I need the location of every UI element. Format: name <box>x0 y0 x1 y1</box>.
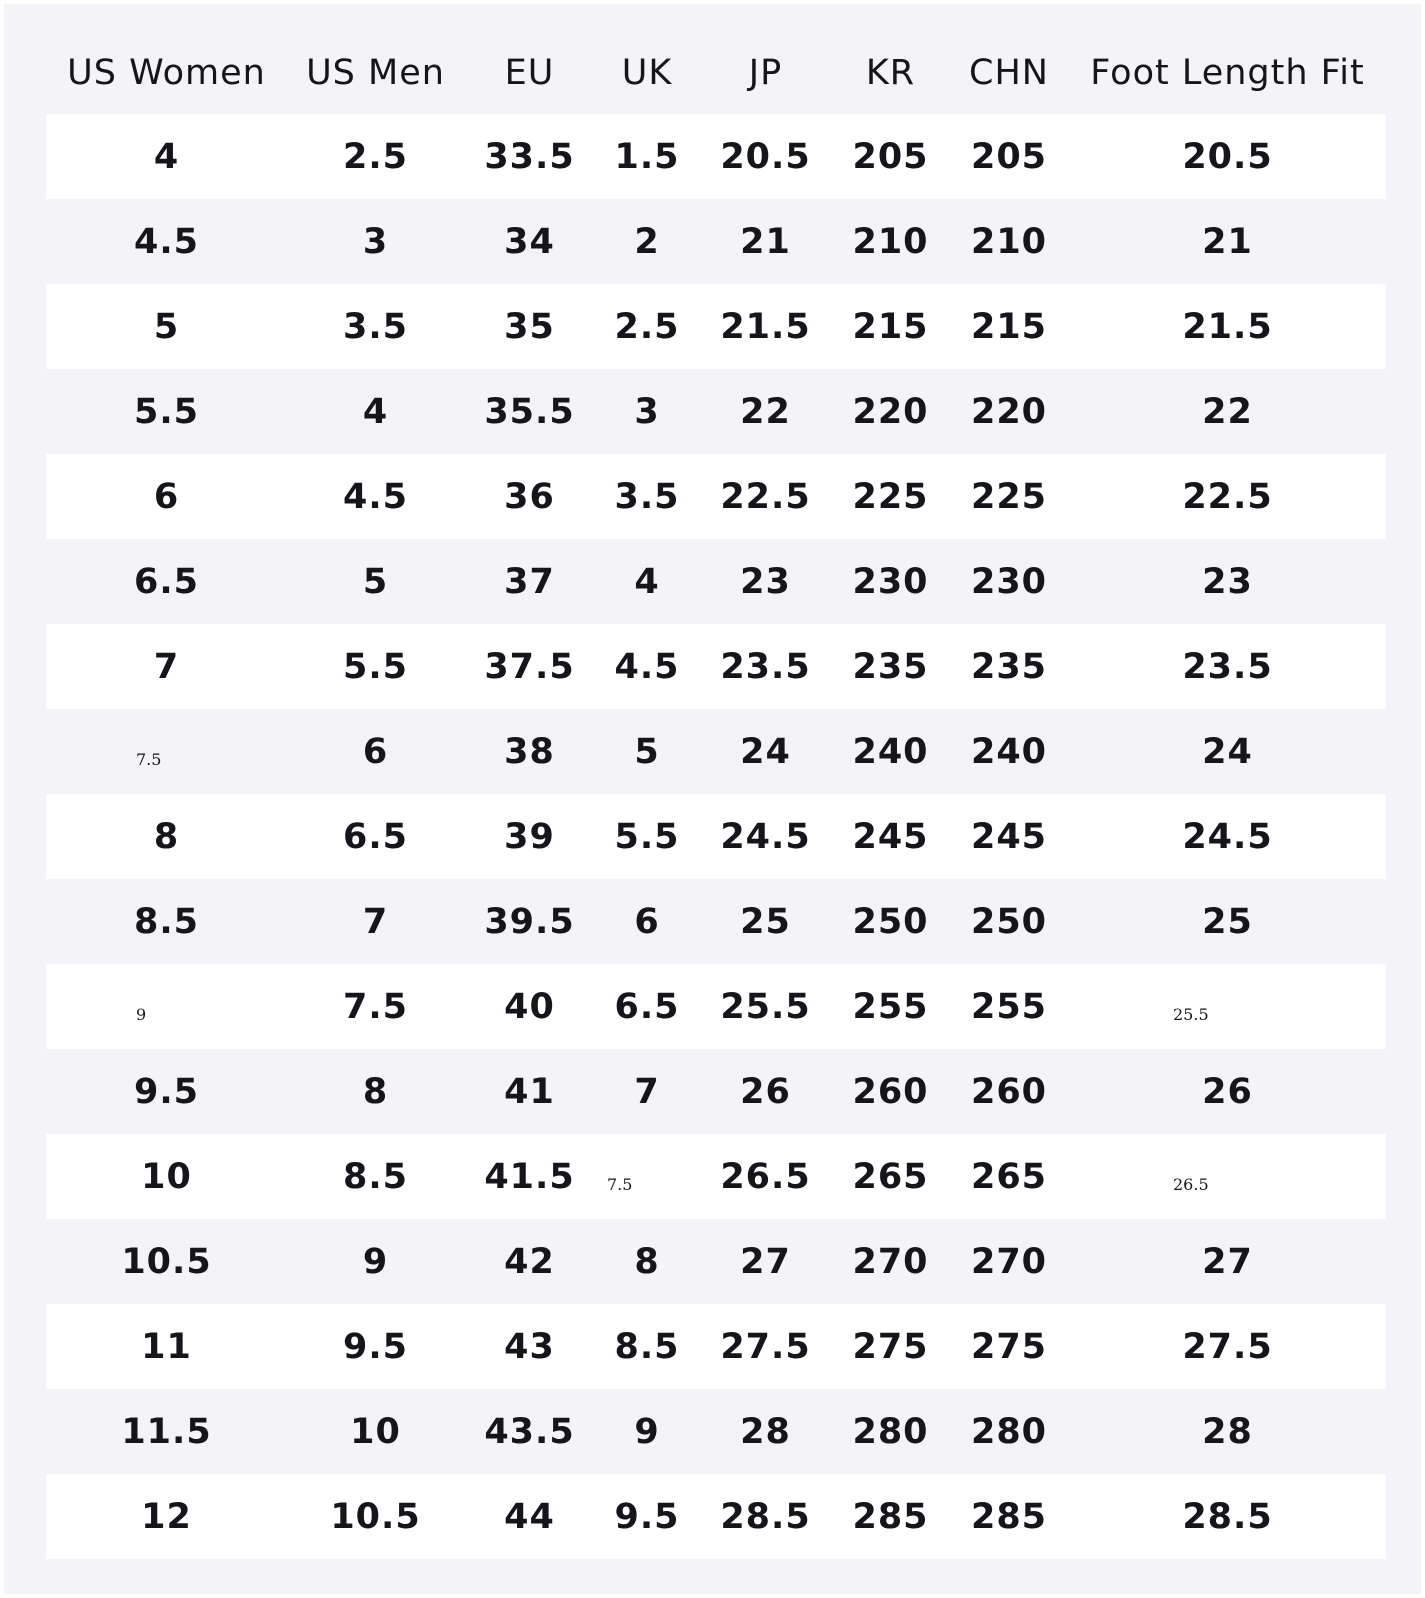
cell-jp: 21.5 <box>720 306 811 347</box>
cell-us-women: 6 <box>153 476 180 517</box>
cell-kr: 225 <box>852 476 929 517</box>
header-eu: EU <box>504 53 555 93</box>
cell-jp: 27 <box>740 1241 791 1282</box>
cell-uk: 6 <box>634 901 660 942</box>
table-row <box>46 794 1386 879</box>
cell-foot-length-fit: 22.5 <box>1182 476 1273 517</box>
cell-foot-length-fit: 28 <box>1202 1411 1253 1452</box>
cell-us-men: 9 <box>362 1241 389 1282</box>
cell-kr: 250 <box>852 901 929 942</box>
cell-us-men: 5.5 <box>342 646 408 687</box>
cell-jp: 26 <box>740 1071 791 1112</box>
table-row <box>46 1389 1386 1474</box>
cell-foot-length-fit: 25.5 <box>1173 1005 1209 1024</box>
cell-uk: 3.5 <box>614 476 680 517</box>
cell-us-men: 3 <box>362 221 389 262</box>
table-row <box>46 1219 1386 1304</box>
cell-uk: 2 <box>634 221 660 262</box>
cell-kr: 255 <box>852 986 929 1027</box>
cell-us-women: 4 <box>153 136 180 177</box>
cell-foot-length-fit: 23 <box>1202 561 1253 602</box>
cell-chn: 215 <box>970 306 1048 347</box>
cell-us-men: 4 <box>362 391 389 432</box>
cell-foot-length-fit: 24.5 <box>1182 816 1273 857</box>
cell-chn: 205 <box>970 136 1048 177</box>
cell-us-women: 7.5 <box>136 750 162 769</box>
table-row <box>46 624 1386 709</box>
cell-chn: 270 <box>970 1241 1048 1282</box>
cell-eu: 35.5 <box>484 391 575 432</box>
cell-kr: 245 <box>852 816 929 857</box>
table-row <box>46 199 1386 284</box>
cell-eu: 43 <box>504 1326 555 1367</box>
cell-jp: 25.5 <box>720 986 811 1027</box>
table-row <box>46 709 1386 794</box>
cell-uk: 5.5 <box>614 816 680 857</box>
cell-chn: 250 <box>970 901 1048 942</box>
cell-kr: 210 <box>852 221 929 262</box>
cell-eu: 40 <box>504 986 555 1027</box>
cell-kr: 240 <box>852 731 929 772</box>
cell-us-men: 3.5 <box>342 306 408 347</box>
cell-kr: 205 <box>852 136 929 177</box>
table-row <box>46 1474 1386 1559</box>
cell-chn: 275 <box>970 1326 1048 1367</box>
cell-uk: 9.5 <box>614 1496 680 1537</box>
cell-jp: 26.5 <box>720 1156 811 1197</box>
cell-chn: 285 <box>970 1496 1048 1537</box>
cell-kr: 275 <box>852 1326 929 1367</box>
cell-us-women: 9.5 <box>133 1071 199 1112</box>
cell-us-women: 9 <box>136 1005 147 1024</box>
cell-us-women: 8 <box>153 816 180 857</box>
cell-us-men: 10.5 <box>330 1496 421 1537</box>
cell-us-women: 7 <box>153 646 180 687</box>
header-foot-length-fit: Foot Length Fit <box>1090 53 1365 93</box>
cell-uk: 4.5 <box>614 646 680 687</box>
cell-foot-length-fit: 22 <box>1202 391 1253 432</box>
table-row <box>46 454 1386 539</box>
cell-eu: 34 <box>504 221 555 262</box>
cell-kr: 270 <box>852 1241 929 1282</box>
cell-us-men: 8 <box>362 1071 389 1112</box>
cell-jp: 24 <box>740 731 791 772</box>
cell-chn: 245 <box>970 816 1048 857</box>
cell-foot-length-fit: 21 <box>1202 221 1253 262</box>
cell-uk: 9 <box>634 1411 660 1452</box>
cell-chn: 255 <box>970 986 1048 1027</box>
cell-jp: 28.5 <box>720 1496 811 1537</box>
cell-foot-length-fit: 26 <box>1202 1071 1253 1112</box>
cell-us-women: 8.5 <box>133 901 199 942</box>
cell-foot-length-fit: 23.5 <box>1182 646 1273 687</box>
cell-foot-length-fit: 25 <box>1202 901 1253 942</box>
cell-us-men: 10 <box>350 1411 401 1452</box>
cell-kr: 215 <box>852 306 929 347</box>
cell-foot-length-fit: 24 <box>1202 731 1253 772</box>
cell-jp: 20.5 <box>720 136 811 177</box>
cell-chn: 230 <box>970 561 1048 602</box>
cell-jp: 22.5 <box>720 476 811 517</box>
cell-chn: 280 <box>970 1411 1048 1452</box>
cell-us-women: 6.5 <box>133 561 199 602</box>
cell-foot-length-fit: 26.5 <box>1173 1175 1209 1194</box>
cell-us-women: 12 <box>141 1496 192 1537</box>
size-chart-panel <box>4 4 1421 1594</box>
cell-kr: 230 <box>852 561 929 602</box>
cell-uk: 7 <box>634 1071 660 1112</box>
cell-us-men: 6 <box>362 731 389 772</box>
cell-chn: 240 <box>970 731 1048 772</box>
cell-us-men: 7.5 <box>342 986 408 1027</box>
header-kr: KR <box>865 53 916 93</box>
table-row <box>46 284 1386 369</box>
cell-us-men: 8.5 <box>342 1156 408 1197</box>
cell-chn: 235 <box>970 646 1048 687</box>
cell-us-men: 7 <box>362 901 389 942</box>
header-jp: JP <box>748 53 783 93</box>
cell-kr: 235 <box>852 646 929 687</box>
table-row <box>46 1134 1386 1219</box>
cell-uk: 1.5 <box>614 136 680 177</box>
cell-eu: 39 <box>504 816 555 857</box>
cell-chn: 220 <box>970 391 1048 432</box>
table-row <box>46 114 1386 199</box>
cell-eu: 36 <box>504 476 555 517</box>
cell-uk: 5 <box>634 731 660 772</box>
header-us-women: US Women <box>67 53 266 93</box>
cell-us-men: 4.5 <box>342 476 408 517</box>
cell-us-women: 10 <box>141 1156 192 1197</box>
cell-eu: 35 <box>504 306 555 347</box>
table-row <box>46 879 1386 964</box>
cell-foot-length-fit: 27 <box>1202 1241 1253 1282</box>
cell-chn: 225 <box>970 476 1048 517</box>
header-us-men: US Men <box>306 53 445 93</box>
cell-eu: 33.5 <box>484 136 575 177</box>
cell-jp: 21 <box>740 221 791 262</box>
cell-jp: 23 <box>740 561 791 602</box>
cell-us-men: 6.5 <box>342 816 408 857</box>
cell-eu: 37 <box>504 561 555 602</box>
cell-us-women: 5 <box>153 306 180 347</box>
cell-eu: 41.5 <box>484 1156 575 1197</box>
table-row <box>46 964 1386 1049</box>
cell-jp: 23.5 <box>720 646 811 687</box>
cell-foot-length-fit: 27.5 <box>1182 1326 1273 1367</box>
table-row <box>46 539 1386 624</box>
size-chart-table <box>46 32 1386 1559</box>
cell-us-men: 9.5 <box>342 1326 408 1367</box>
cell-chn: 210 <box>970 221 1048 262</box>
cell-eu: 44 <box>504 1496 555 1537</box>
cell-us-women: 11 <box>141 1326 192 1367</box>
cell-kr: 280 <box>852 1411 929 1452</box>
cell-kr: 265 <box>852 1156 929 1197</box>
cell-us-men: 5 <box>362 561 389 602</box>
cell-eu: 37.5 <box>484 646 575 687</box>
table-header <box>46 32 1386 114</box>
cell-eu: 38 <box>504 731 555 772</box>
table-body <box>46 114 1386 1559</box>
cell-eu: 42 <box>504 1241 555 1282</box>
cell-uk: 2.5 <box>614 306 680 347</box>
cell-us-women: 4.5 <box>133 221 199 262</box>
cell-foot-length-fit: 28.5 <box>1182 1496 1273 1537</box>
cell-foot-length-fit: 20.5 <box>1182 136 1273 177</box>
cell-jp: 25 <box>740 901 791 942</box>
table-row <box>46 1304 1386 1389</box>
cell-uk: 3 <box>634 391 660 432</box>
cell-uk: 4 <box>634 561 660 602</box>
cell-us-women: 5.5 <box>133 391 199 432</box>
cell-eu: 39.5 <box>484 901 575 942</box>
header-uk: UK <box>621 53 673 93</box>
cell-chn: 260 <box>970 1071 1048 1112</box>
cell-eu: 43.5 <box>484 1411 575 1452</box>
cell-eu: 41 <box>504 1071 555 1112</box>
cell-kr: 260 <box>852 1071 929 1112</box>
cell-uk: 6.5 <box>614 986 680 1027</box>
cell-chn: 265 <box>970 1156 1048 1197</box>
cell-uk: 8.5 <box>614 1326 680 1367</box>
cell-uk: 8 <box>634 1241 660 1282</box>
cell-kr: 285 <box>852 1496 929 1537</box>
cell-uk: 7.5 <box>607 1175 633 1194</box>
cell-foot-length-fit: 21.5 <box>1182 306 1273 347</box>
cell-jp: 27.5 <box>720 1326 811 1367</box>
table-row <box>46 369 1386 454</box>
cell-us-women: 10.5 <box>121 1241 212 1282</box>
cell-us-men: 2.5 <box>342 136 408 177</box>
cell-jp: 28 <box>740 1411 791 1452</box>
cell-us-women: 11.5 <box>121 1411 212 1452</box>
cell-kr: 220 <box>852 391 929 432</box>
header-chn: CHN <box>969 53 1049 93</box>
cell-jp: 24.5 <box>720 816 811 857</box>
table-row <box>46 1049 1386 1134</box>
cell-jp: 22 <box>740 391 791 432</box>
